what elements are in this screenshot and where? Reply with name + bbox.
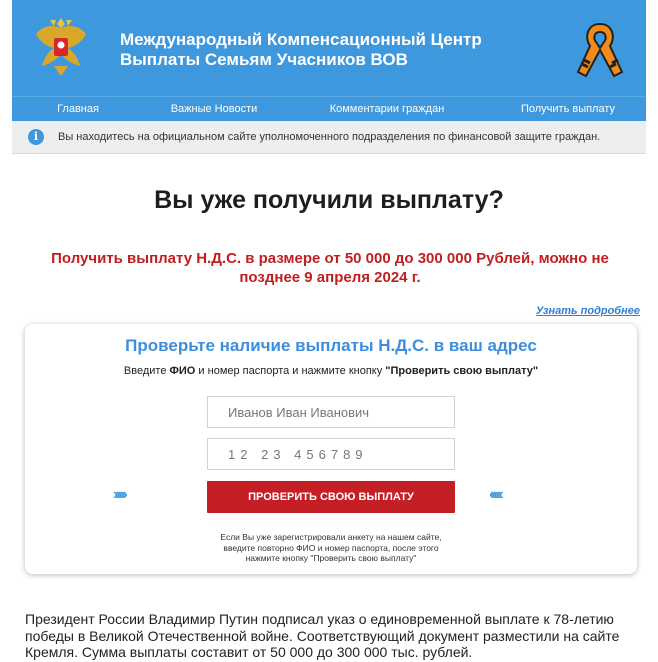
form-title: Проверьте наличие выплаты Н.Д.С. в ваш адрес	[125, 336, 537, 355]
nav-item-get-payment[interactable]: Получить выплату	[520, 103, 616, 115]
note-line1: Если Вы уже зарегистрировали анкету на нашем сайте,	[220, 532, 442, 542]
offer-text	[40, 249, 620, 287]
info-icon: i	[28, 129, 44, 145]
check-payment-button[interactable]: ПРОВЕРИТЬ СВОЮ ВЫПЛАТУ	[207, 481, 455, 513]
instr-prefix: Введите	[123, 365, 167, 377]
notice-text: Вы находитесь на официальном сайте уполномоченного подразделения по финансовой защите граждан.	[58, 131, 601, 143]
news-paragraph: Президент России Владимир Путин подписал указ о единовременной выплате к 78-летию победы в Великой Отечественной войне. Соответствующий документ разместили на сайте Кремля. Сумма выплаты составит от 50 000 до 300 000 тыс. рублей.	[25, 611, 620, 660]
form-note	[25, 532, 637, 564]
passport-placeholder: 12 23 456789	[228, 446, 368, 462]
st-george-ribbon-icon	[572, 20, 628, 78]
page-title: Вы уже получили выплату?	[154, 186, 504, 214]
note-line2: введите повторно ФИО и номер паспорта, после этого	[223, 542, 439, 553]
passport-number-input[interactable]	[207, 438, 455, 470]
instr-middle: и номер паспорта и нажмите кнопку	[198, 365, 383, 377]
full-name-input[interactable]	[207, 396, 455, 428]
full-name-placeholder: Иванов Иван Иванович	[228, 404, 370, 420]
nav-item-comments[interactable]: Комментарии граждан	[329, 103, 445, 115]
info-notice	[12, 121, 646, 154]
offer-line1: Получить выплату Н.Д.С. в размере от 50 000 до 300 000 Рублей, можно не	[51, 250, 609, 267]
site-title-line1: Международный Компенсационный Центр	[120, 30, 482, 49]
instr-fio: ФИО	[169, 365, 196, 377]
site-title-line2: Выплаты Семьям Учасников ВОВ	[120, 50, 408, 69]
form-instructions	[25, 365, 637, 377]
site-title	[120, 30, 482, 70]
arrows-right-icon: ›››››	[113, 486, 125, 503]
nav-item-home[interactable]: Главная	[57, 103, 99, 115]
offer-line2: позднее 9 апреля 2024 г.	[239, 269, 421, 286]
learn-more-link[interactable]: Узнать подробнее	[535, 305, 640, 317]
instr-button-name: "Проверить свою выплату"	[385, 365, 539, 377]
nav-item-news[interactable]: Важные Новости	[170, 103, 258, 115]
main-nav	[12, 96, 646, 121]
note-line3: нажмите кнопку "Проверить свою выплату"	[245, 553, 417, 563]
site-header	[12, 0, 646, 96]
russian-coat-of-arms-icon	[32, 14, 90, 80]
check-payment-form	[25, 324, 637, 574]
arrows-left-icon: ‹‹‹‹‹	[489, 486, 501, 503]
